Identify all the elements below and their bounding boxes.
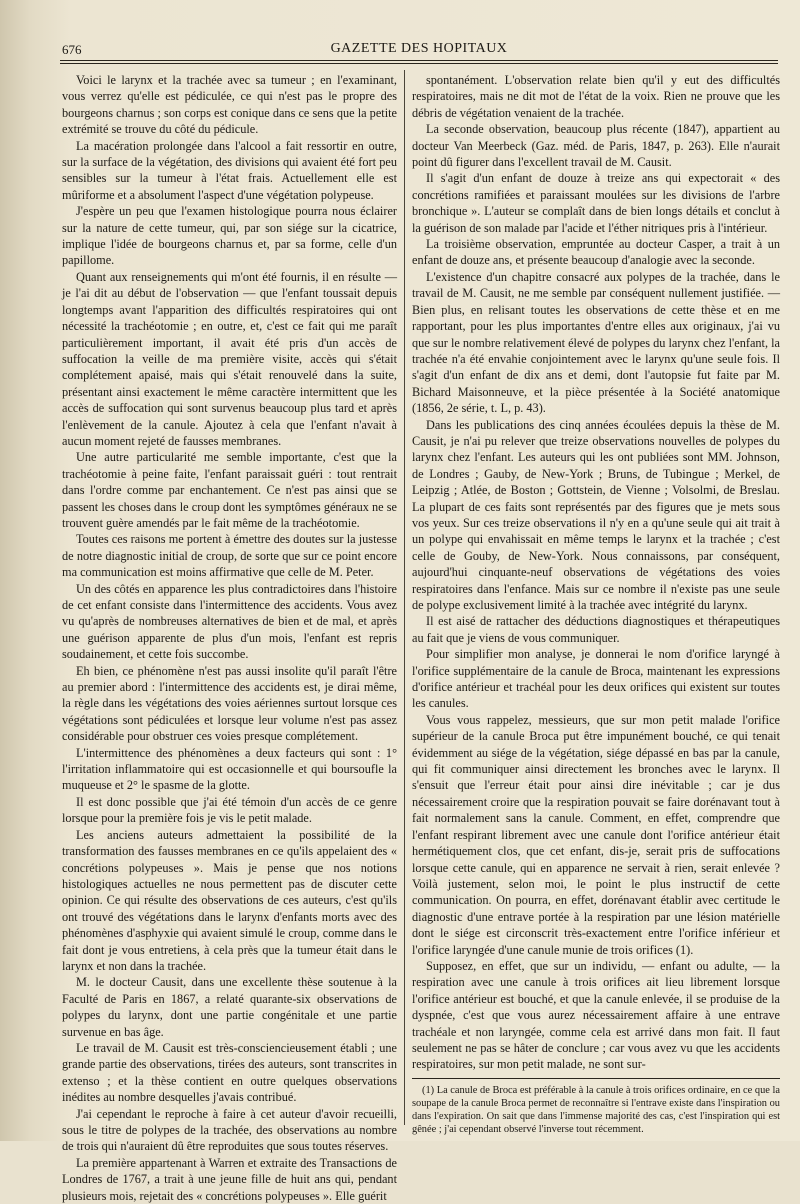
paragraph: Voici le larynx et la trachée avec sa tumeur ; en l'examinant, vous verrez qu'elle est pédiculée, ce qui n'est pas le propre des bourgeons charnus ; son corps est conique dans ce sens que la petite extrémité se trouve du côté du pédicule. — [62, 73, 397, 137]
paragraph: Il est donc possible que j'ai été témoin d'un accès de ce genre lorsque pour la première fois je vis le petit malade. — [62, 794, 397, 826]
paragraph: Il est aisé de rattacher des déductions diagnostiques et thérapeutiques au fait que je viens de vous communiquer. — [412, 614, 780, 645]
paragraph: L'intermittence des phénomènes a deux facteurs qui sont : 1° l'irritation inflammatoire qui est occasionnelle et qui boursoufle la muqueuse et 2° le spasme de la glotte. — [62, 745, 397, 793]
paragraph: Toutes ces raisons me portent à émettre des doutes sur la justesse de notre diagnostic initial de croup, de sorte que sur ce point encore ma communication est moins affirmative que celle de M. Peter. — [62, 532, 397, 580]
paragraph: J'espère un peu que l'examen histologique pourra nous éclairer sur la nature de cette tumeur, qui, par son siége sur la cicatrice, implique l'idée de bourgeons charnus et, par sa forme, celle d'un papillome. — [62, 204, 397, 268]
paragraph: La macération prolongée dans l'alcool a fait ressortir en outre, sur la surface de la végétation, des divisions qui avaient été fort peu sensibles sur la tumeur à l'état frais. Actuellement elle est mûriforme et a absolument l'aspect d'une végétation polypeuse. — [62, 138, 397, 202]
paragraph: M. le docteur Causit, dans une excellente thèse soutenue à la Faculté de Paris en 1867, a relaté quarante-six observations de polypes du larynx, dont une partie congénitale et une partie survenue en bas âge. — [62, 975, 397, 1039]
paragraph: Supposez, en effet, que sur un individu, — enfant ou adulte, — la respiration avec une canule à trois orifices ait lieu librement lorsque l'orifice antérieur est bouché, et que la canule enlevée, il se produise de la dyspnée, c'est que vous aurez nécessairement affaire à une entrave trachéale et non laryngée, comme cela est arrivé dans mon fait. Il faut seulement ne pas se hâter de conclure ; car vous avez vu que les accidents respiratoires, sur mon petit malade, ne sont sur- — [412, 958, 780, 1072]
paragraph: La première appartenant à Warren et extraite des Transactions de Londres de 1767, a trait à une jeune fille de huit ans qui, pendant plusieurs mois, rejetait des « concrétions polypeuses ». Elle guérit — [62, 1155, 397, 1203]
header-rule — [60, 60, 778, 61]
right-column — [412, 72, 780, 1135]
paragraph: Le travail de M. Causit est très-consciencieusement établi ; une grande partie des observations, tirées des auteurs, sont transcrites in extenso ; et la thèse contient en outre quelques observations inédites au nombre desquelles j'avais contribué. — [62, 1040, 397, 1105]
paragraph: Les anciens auteurs admettaient la possibilité de la transformation des fausses membranes en ce qu'ils appelaient des « concrétions polypeuses ». Mais je pense que nos notions histologiques actuelles ne nous permettent pas de discuter cette opinion. Ce qui résulte des observations de ces auteurs, c'est qu'ils ont trouvé des végétations dans le larynx d'enfants morts avec des phénomènes d'asphyxie qui avaient simulé le croup, comme dans le fait dont je vous entretiens, à cela près que la tumeur était dans le larynx et non dans la trachée. — [62, 827, 397, 973]
footnote-rule — [412, 1078, 780, 1079]
paragraph: Dans les publications des cinq années écoulées depuis la thèse de M. Causit, je n'ai pu relever que treize observations nouvelles de polypes du larynx chez l'enfant. Les auteurs qui les ont publiées sont MM. Johnson, de Londres ; Gauby, de New-York ; Bruns, de Tubingue ; Merkel, de Leipzig ; Atlée, de Boston ; Gottstein, de Vienne ; Volsolmi, de Breslau. La plupart de ces faits sont représentés par des figures que je mets sous vos yeux. Sur ces treize observations il n'y en a qu'une seule qui ait trait à un polype qui envahissait en même temps le larynx et la trachée ; c'est celle de Gouby, de New-York. Nous connaissons, par conséquent, aujourd'hui cinquante-neuf observations de végétations des voies respiratoires dans l'enfance. Mais sur ce nombre il n'existe pas une seule de polype exclusivement limité à la trachée avec intégrité du larynx. — [412, 417, 780, 612]
left-column — [62, 72, 397, 1203]
page-number: 676 — [62, 42, 82, 57]
paragraph: J'ai cependant le reproche à faire à cet auteur d'avoir recueilli, sous le titre de polypes de la trachée, des observations au nombre de trois qui n'auraient dû être reproduites que sous toutes réserves. — [62, 1106, 397, 1154]
paragraph: La seconde observation, beaucoup plus récente (1847), appartient au docteur Van Meerbeck (Gaz. méd. de Paris, 1847, p. 263). Elle n'aurait point dû figurer dans l'excellent travail de M. Causit. — [412, 122, 780, 170]
paragraph: Un des côtés en apparence les plus contradictoires dans l'histoire de cet enfant consiste dans l'intermittence des accidents. Vous avez vu qu'après de nombreuses alternatives de bien et de mal, et après une guérison apparente de plus d'un mois, l'enfant est repris soudainement, et cette fois succombe. — [62, 581, 397, 662]
header-rule-double — [60, 63, 778, 64]
journal-title: GAZETTE DES HOPITAUX — [330, 41, 508, 56]
paragraph: spontanément. L'observation relate bien qu'il y eut des difficultés respiratoires, mais ne dit mot de l'état de la voix. Rien ne prouve que les débris de végétation venaient de la trachée. — [412, 73, 780, 120]
paragraph: Il s'agit d'un enfant de douze à treize ans qui expectorait « des concrétions ramifiées et paraissant moulées sur les divisions de l'arbre bronchique ». L'auteur se complaît dans de bien longs détails et conclut à la guérison de son malade par l'acide et l'éther nitriques pris à l'intérieur. — [412, 171, 780, 235]
paragraph: Eh bien, ce phénomène n'est pas aussi insolite qu'il paraît l'être au premier abord : l'intermittence des accidents est, je dirai même, la règle dans les végétations des voies aériennes surtout lorsque ces végétations sont pédiculées et lorsque leur volume n'est pas assez considérable pour obstruer ces voies presque complétement. — [62, 663, 397, 744]
paragraph: Vous vous rappelez, messieurs, que sur mon petit malade l'orifice supérieur de la canule Broca put être impunément bouché, ce qui tenait évidemment au siége de la végétation, siége dépassé en bas par la canule, qui fit communiquer ainsi directement les bronches avec le larynx. Il s'ensuit que l'erreur était pour ainsi dire inévitable ; car je dus nécessairement croire que la respiration pouvait se faire dorénavant tout à fait normalement sans la canule. Comment, en effet, comprendre que l'enfant respirant librement avec une canule dont l'orifice antérieur était hermétiquement clos, que cet enfant, dis-je, serait pris de suffocations lorsque cette canule, qui en apparence ne servait à rien, serait enlevée ? Voilà justement, selon moi, le point le plus instructif de cette communication. On pourra, en effet, dorénavant établir avec certitude le diagnostic d'une entrave portée à la respiration par une lésion matérielle dont le siége est circonscrit très-exactement entre l'orifice inférieur et l'orifice laryngée d'une canule munie de trois orifices (1). — [412, 712, 780, 957]
paragraph: Une autre particularité me semble importante, c'est que la trachéotomie à peine faite, l'enfant paraissait guéri : tout rentrait dans l'ordre comme par enchantement. Ce n'est pas ainsi que se passent les choses dans le croup dont les symptômes généraux ne se trouvent guère amendés par le fait même de la trachéotomie. — [62, 450, 397, 530]
paragraph: La troisième observation, empruntée au docteur Casper, a trait à un enfant de douze ans, et présente beaucoup d'analogie avec la seconde. — [412, 237, 780, 268]
paragraph: Pour simplifier mon analyse, je donnerai le nom d'orifice laryngé à l'orifice supplémentaire de la canule de Broca, maintenant les expressions d'orifice antérieur et trachéal pour les deux orifices qui existent sur toutes les canules. — [412, 647, 780, 711]
page-header — [60, 40, 778, 60]
column-separator — [404, 70, 405, 1125]
footnote: (1) La canule de Broca est préférable à la canule à trois orifices ordinaire, en ce que la soupape de la canule Broca permet de reconnaître si l'entrave existe dans l'inspiration ou dans l'expiration. On sait que dans l'immense majorité des cas, c'est l'inspiration qui est gênée ; j'ai cependant observé l'inverse tout récemment. — [412, 1084, 780, 1135]
paragraph: L'existence d'un chapitre consacré aux polypes de la trachée, dans le travail de M. Causit, ne me semble par conséquent nullement justifiée. — Bien plus, en relisant toutes les observations de cette thèse et en me rapportant, pour les plus importantes d'entre elles aux originaux, j'ai vu que sur le nombre relativement élevé de polypes du larynx chez l'enfant, la trachée n'a été envahie conjointement avec le larynx qu'une seule fois. Il s'agit d'un enfant de dix ans et demi, dont l'autopsie fut faite par M. Bichard Maisonneuve, et la pièce présentée à la Société anatomique (1856, 2e série, t. L, p. 43). — [412, 269, 780, 416]
paragraph: Quant aux renseignements qui m'ont été fournis, il en résulte — je l'ai dit au début de l'observation — que l'enfant toussait depuis longtemps avant l'apparition des difficultés respiratoires qui ont nécessité la trachéotomie ; en outre, et, c'est ce fait qui me paraît particulièrement important, il avait été pris d'un accès de suffocation la veille de ma première visite, accès qui s'était complétement apaisé, mais qui s'était renouvelé dans la suite, présentant ainsi exactement le même caractère intermittent que les accès de suffocation qui sont survenus beaucoup plus tard et après l'enlèvement de la canule. Ajoutez à cela que l'enfant n'avait à aucun moment rejeté de fausses membranes. — [62, 269, 397, 448]
